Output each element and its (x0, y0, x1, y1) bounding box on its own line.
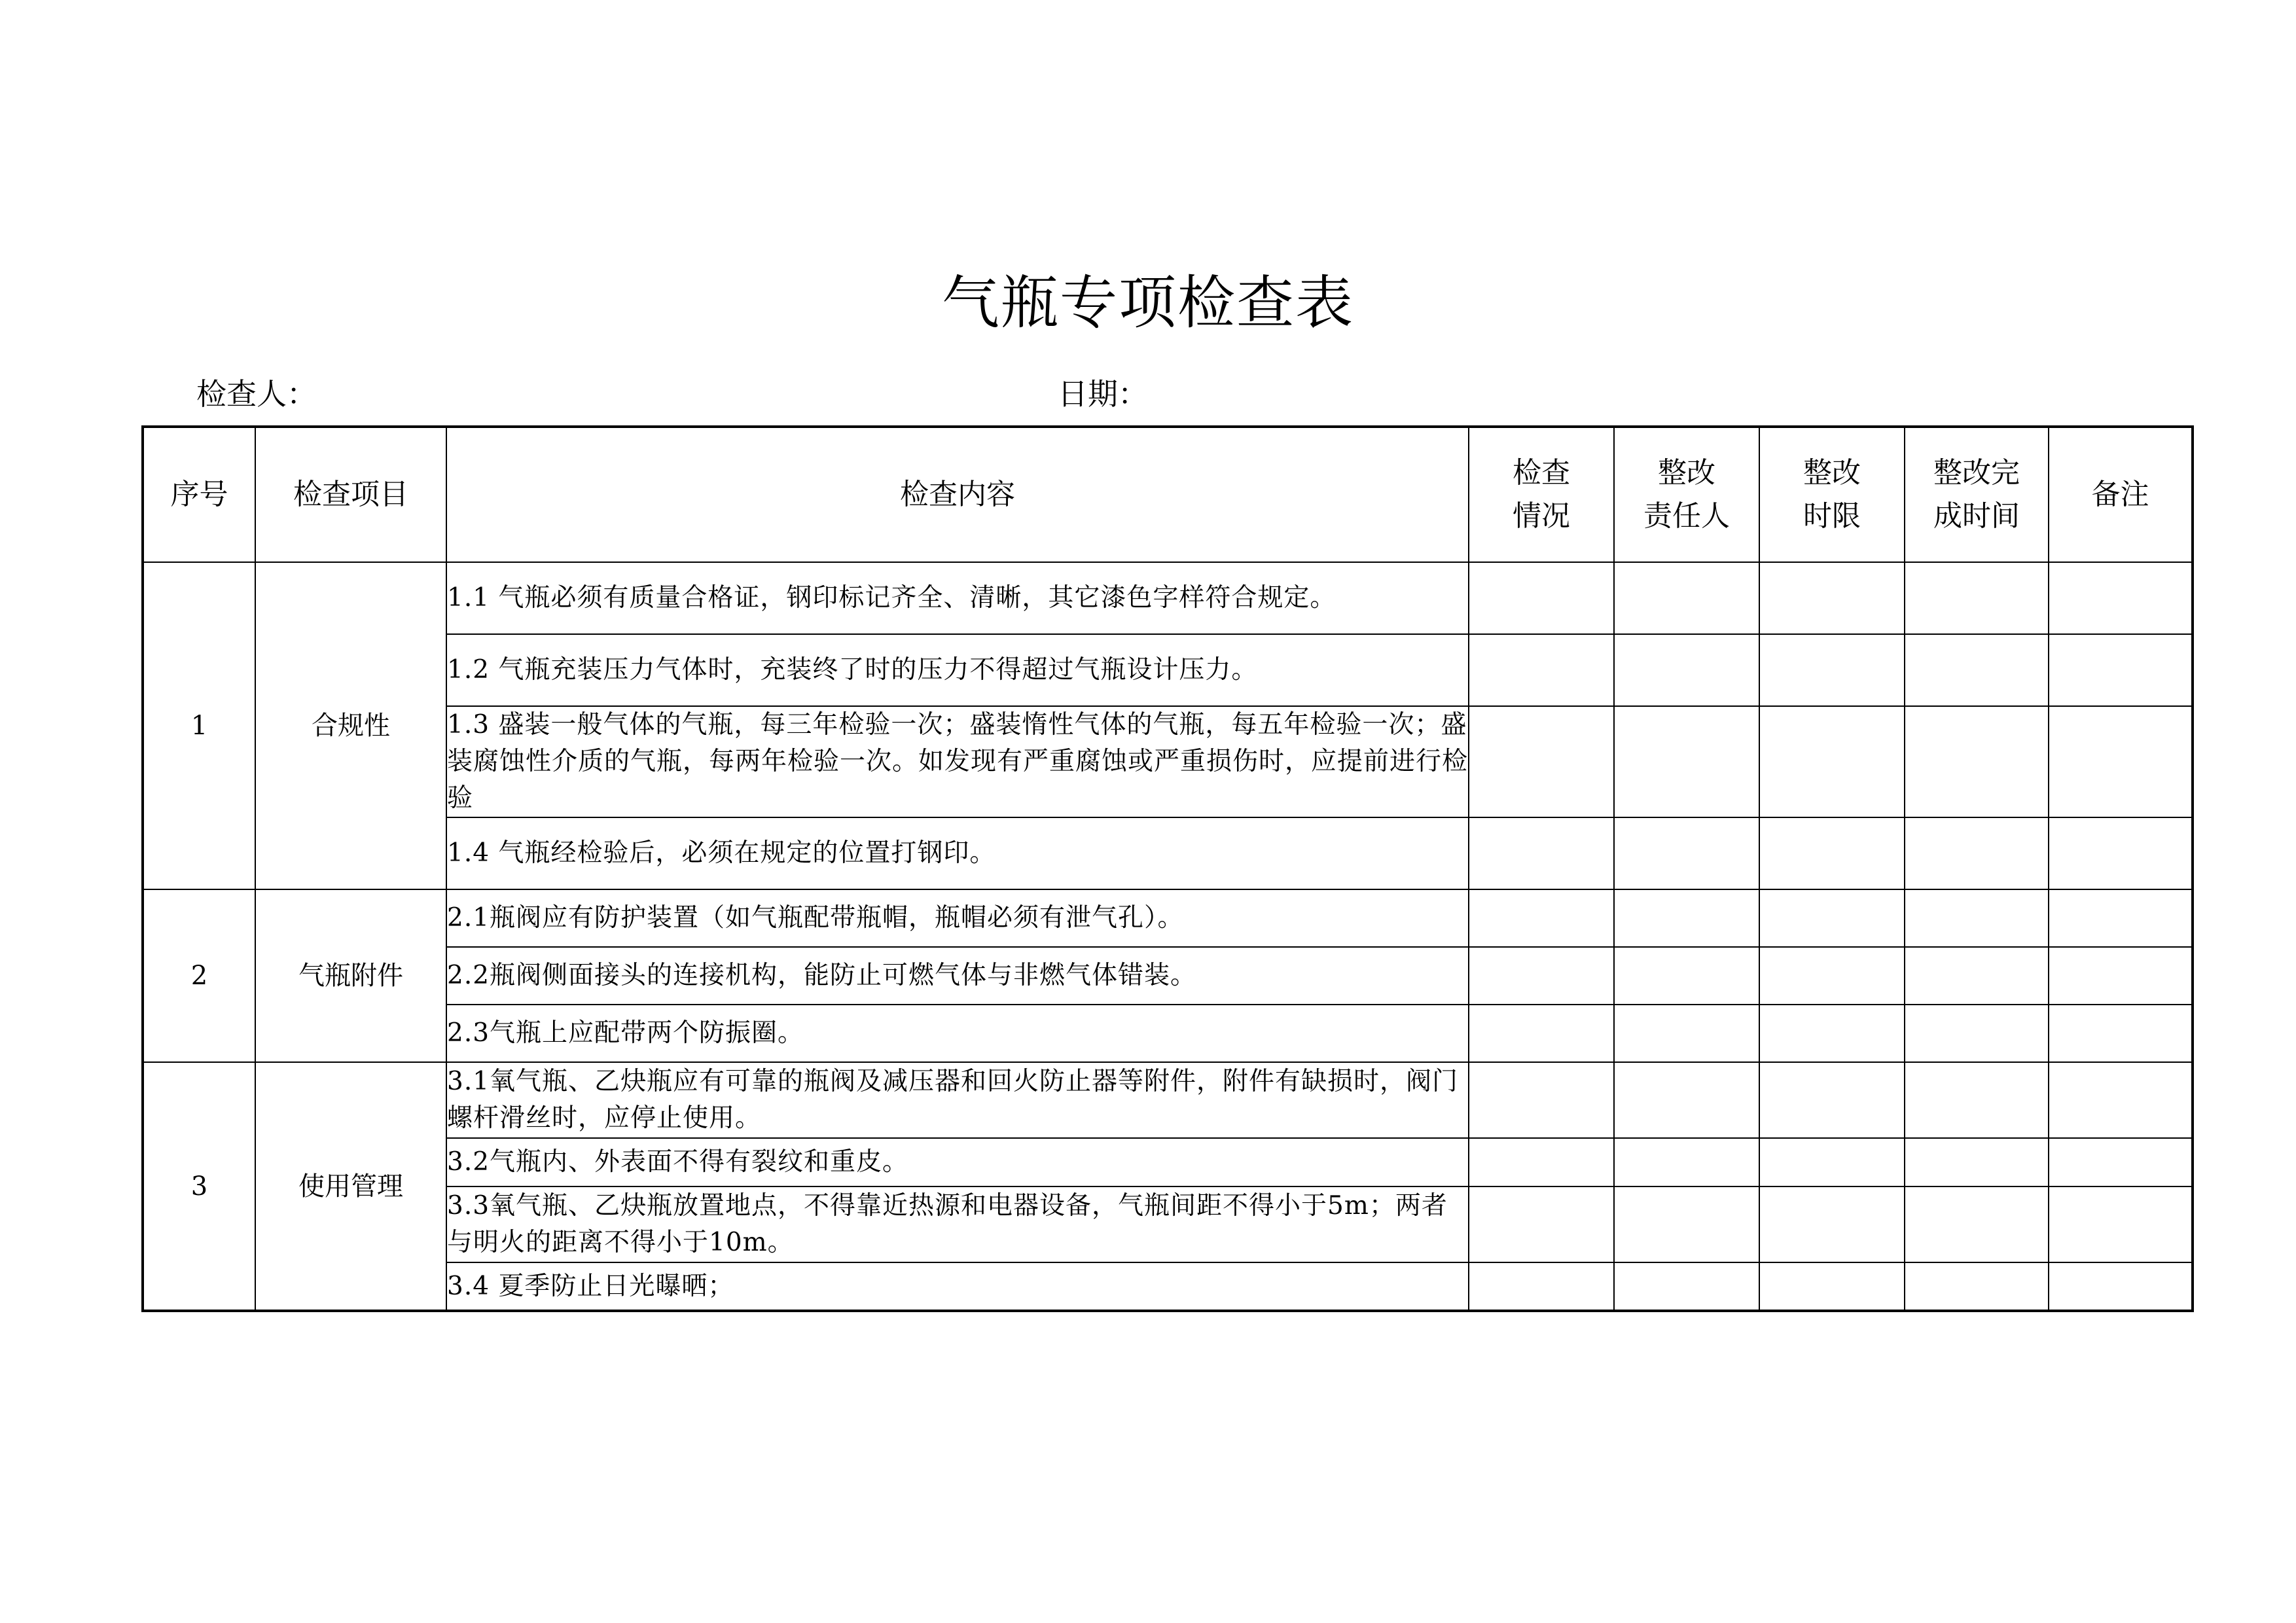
completion-time-cell[interactable] (1905, 562, 2049, 634)
completion-time-cell[interactable] (1905, 947, 2049, 1005)
group-item: 合规性 (255, 562, 446, 889)
remarks-cell[interactable] (2049, 947, 2193, 1005)
check-status-cell[interactable] (1469, 562, 1614, 634)
group-seq: 3 (143, 1062, 255, 1311)
check-status-cell[interactable] (1469, 1138, 1614, 1186)
completion-time-cell[interactable] (1905, 706, 2049, 817)
header-seq: 序号 (143, 427, 255, 562)
group-item: 气瓶附件 (255, 889, 446, 1062)
completion-time-cell[interactable] (1905, 634, 2049, 706)
group-item: 使用管理 (255, 1062, 446, 1311)
group-seq: 1 (143, 562, 255, 889)
inspector-label: 检查人： (196, 376, 317, 412)
deadline-cell[interactable] (1759, 1005, 1905, 1062)
completion-time-cell[interactable] (1905, 889, 2049, 947)
table-row (143, 1262, 2193, 1311)
remarks-cell[interactable] (2049, 889, 2193, 947)
check-status-cell[interactable] (1469, 1262, 1614, 1311)
header-check-status: 检查 情况 (1469, 427, 1614, 562)
deadline-cell[interactable] (1759, 817, 1905, 889)
responsible-person-cell[interactable] (1614, 817, 1759, 889)
deadline-cell[interactable] (1759, 1062, 1905, 1138)
remarks-cell[interactable] (2049, 706, 2193, 817)
table-row (143, 889, 2193, 947)
deadline-cell[interactable] (1759, 706, 1905, 817)
check-status-cell[interactable] (1469, 706, 1614, 817)
remarks-cell[interactable] (2049, 634, 2193, 706)
responsible-person-cell[interactable] (1614, 1138, 1759, 1186)
deadline-cell[interactable] (1759, 562, 1905, 634)
completion-time-cell[interactable] (1905, 1005, 2049, 1062)
header-responsible-person: 整改 责任人 (1614, 427, 1759, 562)
check-status-cell[interactable] (1469, 1062, 1614, 1138)
responsible-person-cell[interactable] (1614, 1186, 1759, 1262)
check-content: 2.2瓶阀侧面接头的连接机构，能防止可燃气体与非燃气体错装。 (446, 947, 1469, 1005)
deadline-cell[interactable] (1759, 889, 1905, 947)
remarks-cell[interactable] (2049, 1005, 2193, 1062)
header-check-item: 检查项目 (255, 427, 446, 562)
check-status-cell[interactable] (1469, 1186, 1614, 1262)
inspection-table (141, 425, 2194, 1312)
responsible-person-cell[interactable] (1614, 1062, 1759, 1138)
table-row (143, 1138, 2193, 1186)
group-seq: 2 (143, 889, 255, 1062)
check-content: 1.3 盛装一般气体的气瓶，每三年检验一次；盛装惰性气体的气瓶，每五年检验一次；盛装腐蚀性介质的气瓶，每两年检验一次。如发现有严重腐蚀或严重损伤时，应提前进行检验 (446, 706, 1469, 817)
check-content: 1.1 气瓶必须有质量合格证，钢印标记齐全、清晰，其它漆色字样符合规定。 (446, 562, 1469, 634)
date-label: 日期： (1058, 376, 1148, 412)
responsible-person-cell[interactable] (1614, 947, 1759, 1005)
check-status-cell[interactable] (1469, 889, 1614, 947)
completion-time-cell[interactable] (1905, 817, 2049, 889)
remarks-cell[interactable] (2049, 1186, 2193, 1262)
completion-time-cell[interactable] (1905, 1138, 2049, 1186)
table-row (143, 817, 2193, 889)
check-status-cell[interactable] (1469, 1005, 1614, 1062)
remarks-cell[interactable] (2049, 562, 2193, 634)
remarks-cell[interactable] (2049, 1138, 2193, 1186)
responsible-person-cell[interactable] (1614, 562, 1759, 634)
header-completion-time: 整改完 成时间 (1905, 427, 2049, 562)
deadline-cell[interactable] (1759, 634, 1905, 706)
header-check-content: 检查内容 (446, 427, 1469, 562)
check-status-cell[interactable] (1469, 947, 1614, 1005)
table-row (143, 1186, 2193, 1262)
remarks-cell[interactable] (2049, 817, 2193, 889)
check-content: 1.2 气瓶充装压力气体时，充装终了时的压力不得超过气瓶设计压力。 (446, 634, 1469, 706)
remarks-cell[interactable] (2049, 1062, 2193, 1138)
responsible-person-cell[interactable] (1614, 1262, 1759, 1311)
table-row (143, 706, 2193, 817)
responsible-person-cell[interactable] (1614, 706, 1759, 817)
check-content: 3.2气瓶内、外表面不得有裂纹和重皮。 (446, 1138, 1469, 1186)
deadline-cell[interactable] (1759, 1186, 1905, 1262)
responsible-person-cell[interactable] (1614, 1005, 1759, 1062)
check-status-cell[interactable] (1469, 817, 1614, 889)
table-row (143, 634, 2193, 706)
deadline-cell[interactable] (1759, 1262, 1905, 1311)
remarks-cell[interactable] (2049, 1262, 2193, 1311)
header-remarks: 备注 (2049, 427, 2193, 562)
completion-time-cell[interactable] (1905, 1062, 2049, 1138)
responsible-person-cell[interactable] (1614, 889, 1759, 947)
check-content: 1.4 气瓶经检验后，必须在规定的位置打钢印。 (446, 817, 1469, 889)
page-title: 气瓶专项检查表 (941, 269, 1354, 336)
check-content: 2.3气瓶上应配带两个防振圈。 (446, 1005, 1469, 1062)
responsible-person-cell[interactable] (1614, 634, 1759, 706)
table-row (143, 1005, 2193, 1062)
completion-time-cell[interactable] (1905, 1186, 2049, 1262)
deadline-cell[interactable] (1759, 947, 1905, 1005)
check-content: 3.4 夏季防止日光曝晒； (446, 1262, 1469, 1311)
header-deadline: 整改 时限 (1759, 427, 1905, 562)
check-content: 2.1瓶阀应有防护装置（如气瓶配带瓶帽，瓶帽必须有泄气孔）。 (446, 889, 1469, 947)
table-row (143, 562, 2193, 634)
table-row (143, 947, 2193, 1005)
check-status-cell[interactable] (1469, 634, 1614, 706)
header-row (143, 427, 2193, 562)
completion-time-cell[interactable] (1905, 1262, 2049, 1311)
deadline-cell[interactable] (1759, 1138, 1905, 1186)
check-content: 3.3氧气瓶、乙炔瓶放置地点，不得靠近热源和电器设备，气瓶间距不得小于5m；两者与明火的距离不得小于10m。 (446, 1186, 1469, 1262)
table-row (143, 1062, 2193, 1138)
check-content: 3.1氧气瓶、乙炔瓶应有可靠的瓶阀及减压器和回火防止器等附件，附件有缺损时，阀门螺杆滑丝时，应停止使用。 (446, 1062, 1469, 1138)
